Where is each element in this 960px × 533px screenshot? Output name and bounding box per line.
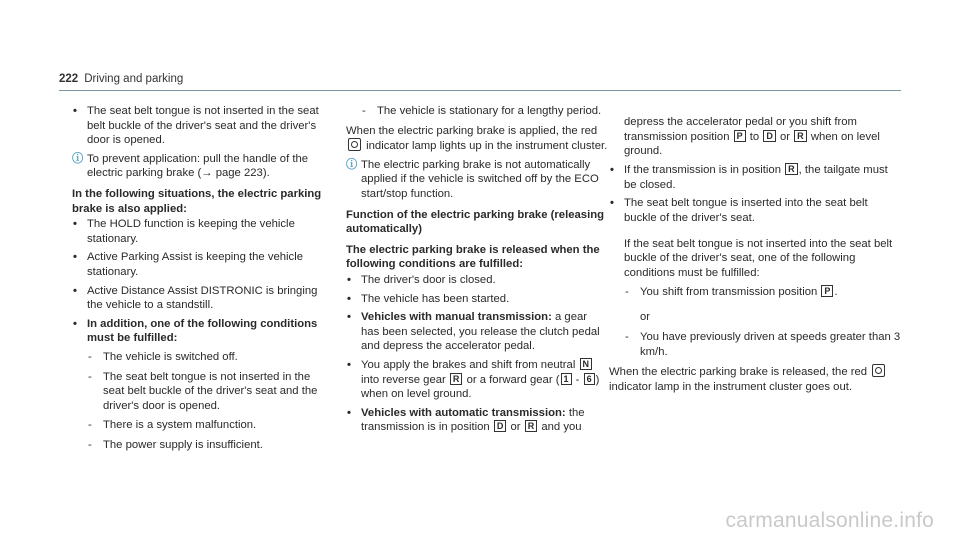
gear-p-key: P	[821, 285, 833, 297]
para-applied-post: indicator lamp lights up in the instrument cluster.	[366, 140, 608, 153]
neutral-text-d: -	[575, 373, 580, 386]
dash-speed: - You have previously driven at speeds greater than 3 km/h.	[609, 330, 901, 359]
automatic-or: or	[510, 421, 521, 434]
para-applied	[346, 124, 608, 154]
gear-r-key: R	[785, 163, 798, 175]
shift-p-text: You shift from transmission position	[640, 285, 818, 298]
column-1	[72, 104, 334, 457]
header-rule	[59, 90, 901, 91]
para-released-post: indicator lamp in the instrument cluster goes out.	[609, 380, 853, 393]
subheading-situations: In the following situations, the electric parking brake is also applied:	[72, 187, 322, 215]
gear-r-key: R	[525, 420, 538, 432]
page-header	[59, 72, 183, 87]
bullet-started: • The vehicle has been started.	[346, 292, 608, 307]
neutral-text-c: or a forward gear (	[466, 373, 560, 386]
automatic-text-b: and you	[541, 421, 582, 434]
manual-text: a gear has been selected, you release the clutch pedal and depress the accelerator pedal.	[361, 311, 600, 353]
watermark: carmanualsonline.info	[725, 509, 934, 533]
subheading-released: The electric parking brake is released when the following conditions are fulfilled:	[346, 243, 600, 271]
shift-p-period: .	[834, 285, 838, 298]
continuation-text	[609, 115, 901, 159]
info-icon: ⓘ	[346, 158, 358, 171]
dash-power: - The power supply is insufficient.	[72, 438, 334, 453]
neutral-text-b: into reverse gear	[361, 373, 446, 386]
para-released	[609, 364, 901, 394]
gear-6-key: 6	[584, 373, 595, 385]
automatic-label: Vehicles with automatic transmission:	[361, 406, 566, 419]
info-icon: ⓘ	[72, 152, 84, 165]
dash-stationary: - The vehicle is stationary for a lengthy period.	[346, 104, 608, 119]
bullet-neutral	[346, 358, 608, 402]
gear-d-key: D	[763, 130, 776, 142]
manual-label: Vehicles with manual transmission:	[361, 311, 552, 324]
gear-r-key: R	[794, 130, 807, 142]
bullet-distronic: • Active Distance Assist DISTRONIC is bringing the vehicle to a standstill.	[72, 284, 334, 313]
bullet-hold: • The HOLD function is keeping the vehicle stationary.	[72, 217, 334, 246]
para-applied-pre: When the electric parking brake is applied, the red	[346, 124, 598, 137]
para-seatbelt-conditions: If the seat belt tongue is not inserted into the seat belt buckle of the driver's seat, one of the following conditions must be fulfilled:	[624, 237, 893, 279]
note-eco	[346, 158, 608, 202]
column-2	[346, 104, 608, 439]
neutral-text-a: You apply the brakes and shift from neutral	[361, 358, 576, 371]
column-3	[609, 104, 901, 398]
bullet-seatbelt: • The seat belt tongue is not inserted in the seat belt buckle of the driver's seat and the driver's door is opened.	[72, 104, 334, 148]
gear-n-key: N	[580, 358, 593, 370]
dash-shift-p	[609, 285, 901, 300]
cont-or: or	[779, 130, 791, 143]
cont-text-a: depress the accelerator pedal or you shift from transmission position	[624, 116, 857, 143]
note-prevent-text: To prevent application: pull the handle of the electric parking brake (→ page 223).	[87, 152, 309, 180]
gear-p-key: P	[734, 130, 746, 142]
bullet-manual	[346, 310, 608, 354]
tailgate-text-a: If the transmission is in position	[624, 164, 781, 177]
note-eco-text: The electric parking brake is not automatically applied if the vehicle is switched off by the ECO start/stop function.	[361, 158, 599, 200]
neutral-text-e: ) when on level ground.	[361, 373, 600, 401]
section-title: Driving and parking	[84, 73, 184, 85]
or-text: or	[640, 311, 651, 324]
bullet-automatic	[346, 406, 608, 435]
parking-brake-lamp-icon	[348, 138, 361, 151]
dash-seatbelt: - The seat belt tongue is not inserted in the seat belt buckle of the driver's seat and the driver's door is opened.	[72, 370, 334, 414]
tailgate-text-b: , the tailgate must be closed.	[624, 164, 888, 191]
bullet-conditions: • In addition, one of the following conditions must be fulfilled:	[72, 317, 334, 346]
gear-r-key: R	[450, 373, 463, 385]
cont-to: to	[749, 130, 760, 143]
cont-text-b: when on level ground.	[624, 130, 880, 158]
bullet-parking-assist: • Active Parking Assist is keeping the vehicle stationary.	[72, 250, 334, 279]
bullet-door-closed: • The driver's door is closed.	[346, 273, 608, 288]
parking-brake-lamp-icon	[872, 364, 885, 377]
dash-malfunction: - There is a system malfunction.	[72, 418, 334, 433]
note-prevent	[72, 152, 334, 181]
para-released-pre: When the electric parking brake is released, the red	[609, 366, 868, 379]
gear-1-key: 1	[561, 373, 572, 385]
bullet-seatbelt-inserted: • The seat belt tongue is inserted into the seat belt buckle of the driver's seat.	[609, 196, 901, 225]
automatic-text-a: the transmission is in position	[361, 406, 585, 434]
bullet-tailgate	[609, 163, 901, 192]
heading-function: Function of the electric parking brake (releasing automatically)	[346, 208, 605, 236]
page-number: 222	[59, 73, 79, 85]
gear-d-key: D	[494, 420, 507, 432]
dash-switched-off: - The vehicle is switched off.	[72, 350, 334, 365]
